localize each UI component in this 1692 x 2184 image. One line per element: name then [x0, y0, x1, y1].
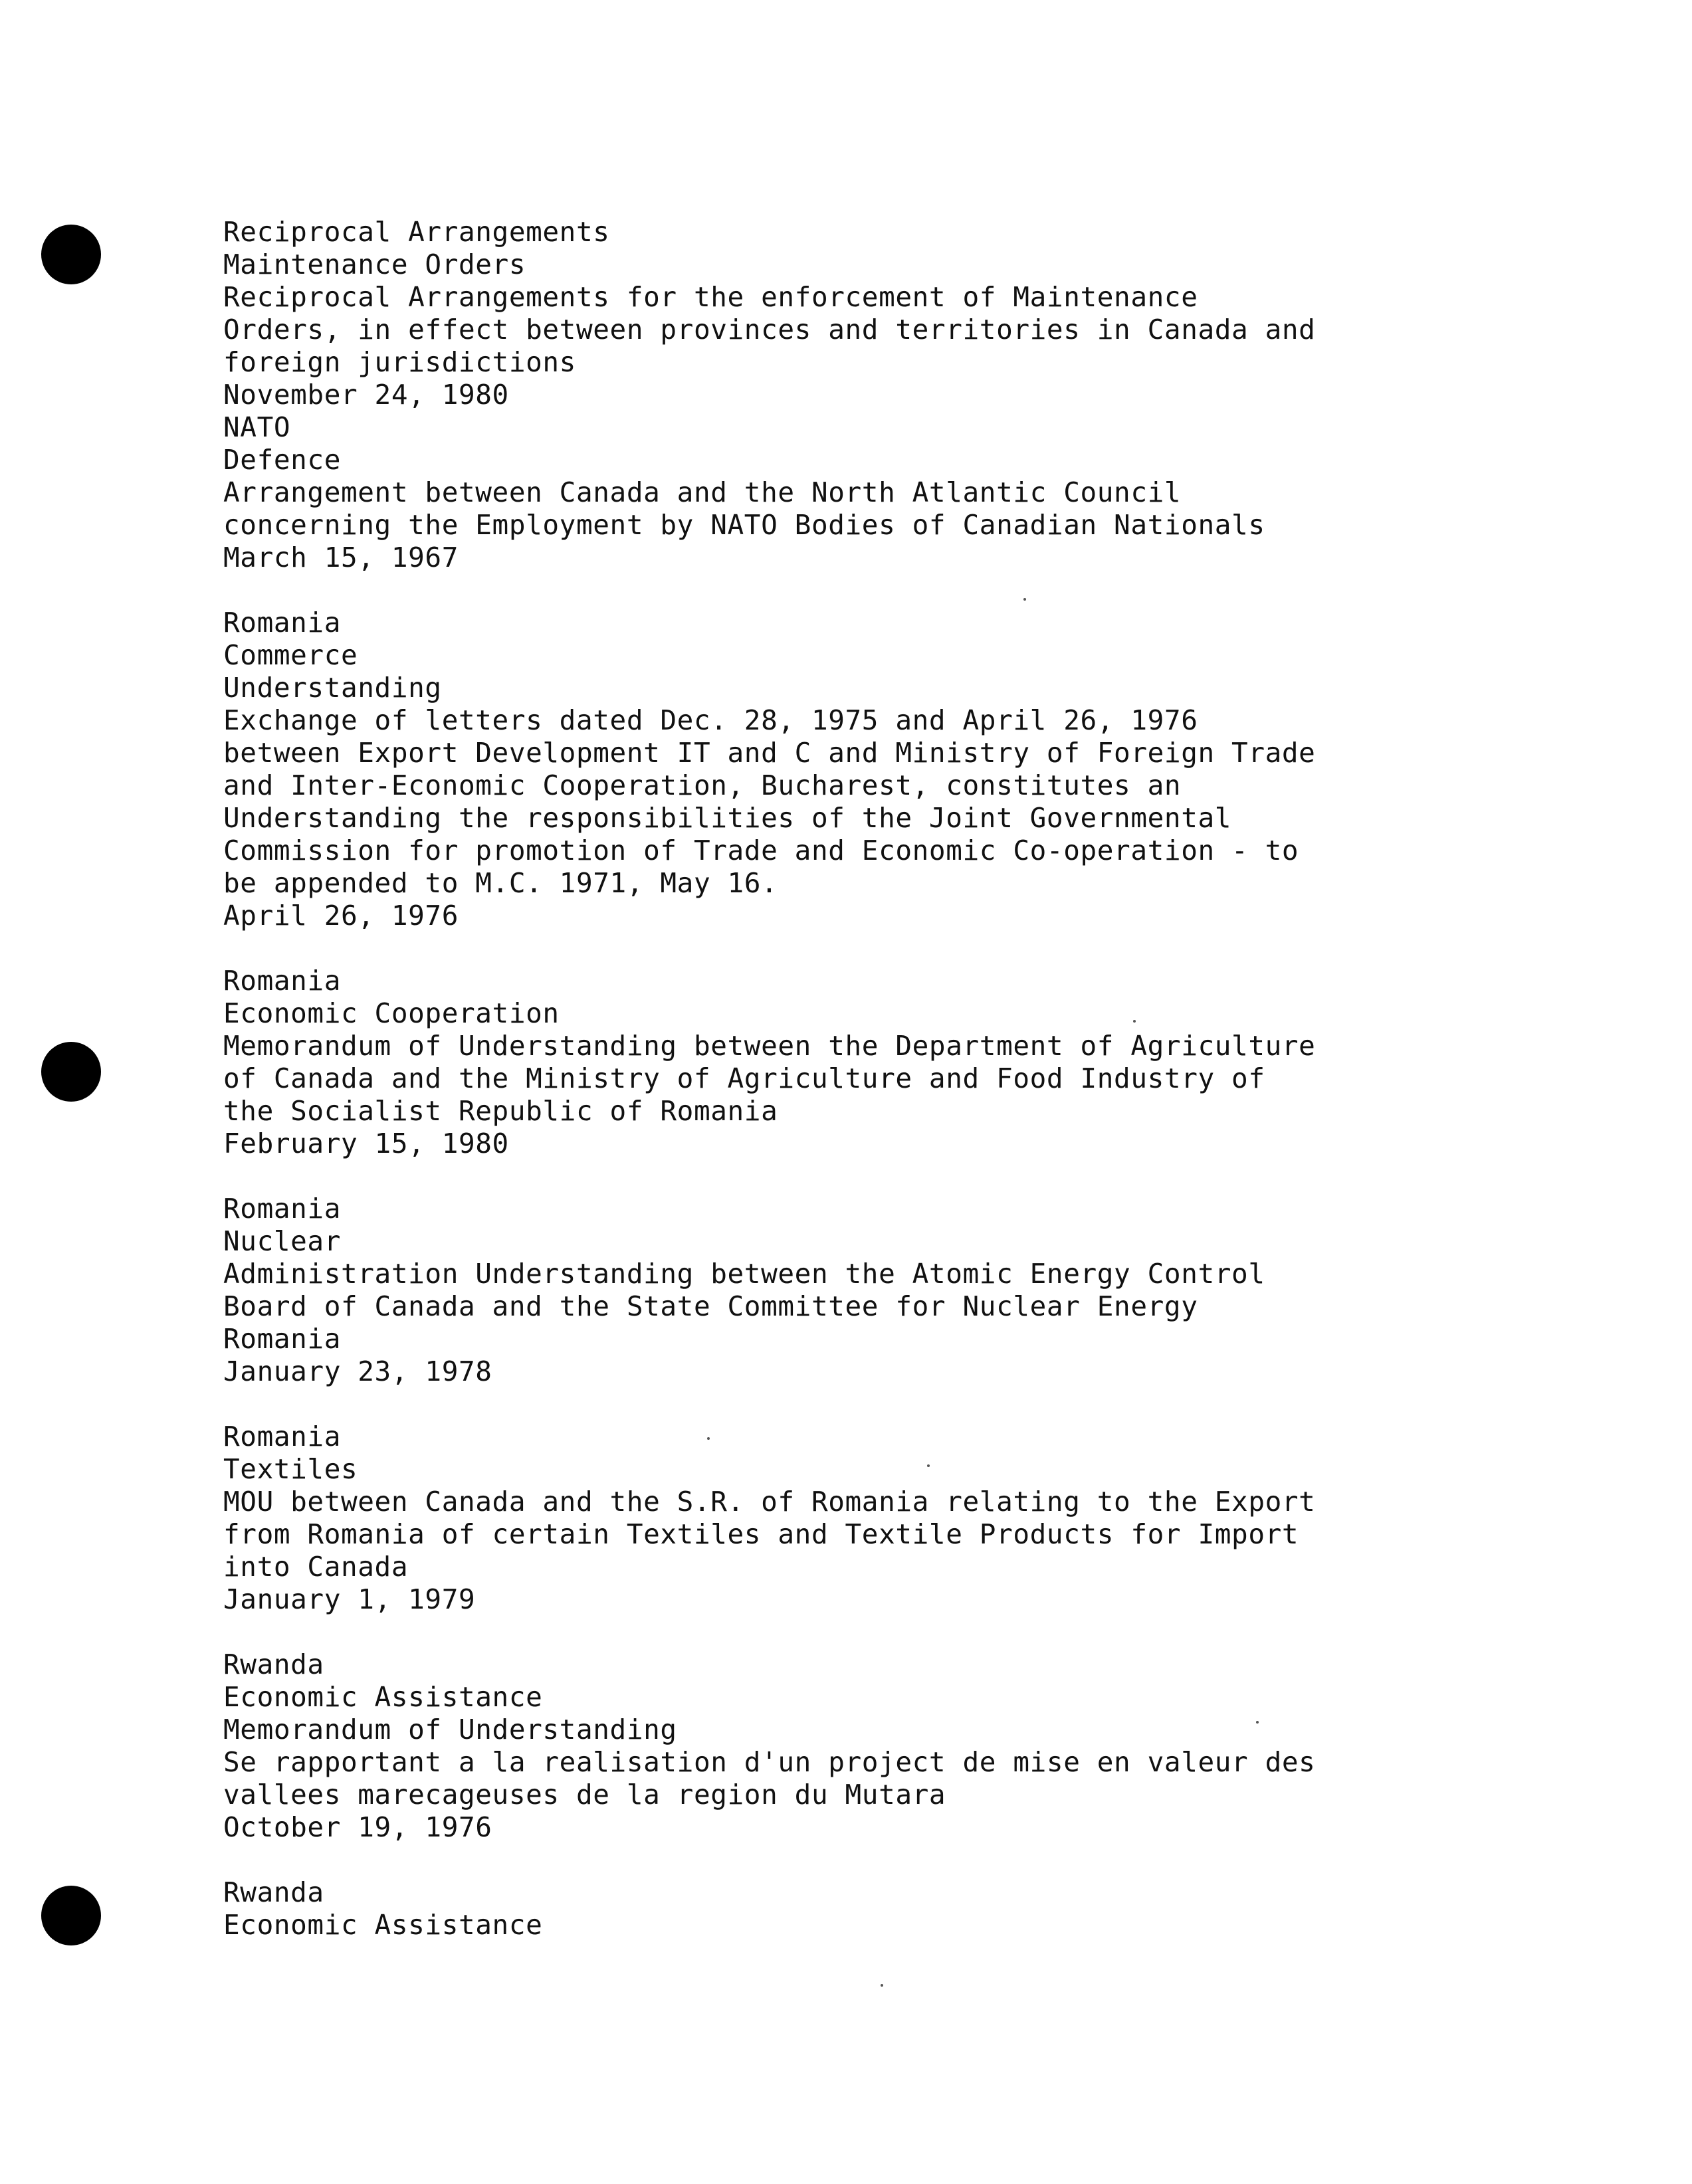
scan-speck — [707, 1437, 710, 1440]
entry-separator — [223, 1388, 1552, 1421]
scan-speck — [1023, 598, 1026, 601]
entry-line: Commerce — [223, 639, 358, 671]
entry-separator — [223, 1160, 1552, 1193]
entry-separator — [223, 932, 1552, 965]
entry-line: Economic Assistance — [223, 1681, 543, 1713]
punch-hole-top — [41, 225, 101, 284]
agreement-entry — [223, 607, 1552, 932]
entry-line: NATO — [223, 411, 291, 443]
entry-date: March 15, 1967 — [223, 542, 459, 573]
agreement-entry — [223, 216, 1552, 411]
entry-separator — [223, 1616, 1552, 1648]
entry-date: February 15, 1980 — [223, 1128, 509, 1159]
entry-line: Board of Canada and the State Committee for Nuclear Energy — [223, 1290, 1198, 1322]
scan-speck — [881, 1984, 883, 1987]
entry-line: be appended to M.C. 1971, May 16. — [223, 867, 778, 899]
document-body — [223, 216, 1552, 1941]
entry-separator — [223, 1844, 1552, 1876]
entry-line: into Canada — [223, 1551, 409, 1583]
entry-line: Economic Cooperation — [223, 997, 560, 1029]
entry-line: and Inter-Economic Cooperation, Bucharest, constitutes an — [223, 769, 1182, 801]
entry-line: Rwanda — [223, 1648, 324, 1680]
entry-line: Arrangement between Canada and the North Atlantic Council — [223, 476, 1182, 508]
entry-line: Commission for promotion of Trade and Economic Co-operation - to — [223, 835, 1299, 866]
entry-line: Nuclear — [223, 1225, 341, 1257]
entry-line: Understanding the responsibilities of the Joint Governmental — [223, 802, 1232, 834]
entry-line: the Socialist Republic of Romania — [223, 1095, 778, 1127]
scan-speck — [1133, 1020, 1136, 1023]
entry-line: from Romania of certain Textiles and Textile Products for Import — [223, 1518, 1299, 1550]
entry-line: Administration Understanding between the Atomic Energy Control — [223, 1258, 1265, 1290]
entry-line: between Export Development IT and C and Ministry of Foreign Trade — [223, 737, 1316, 769]
entry-line: foreign jurisdictions — [223, 346, 576, 378]
entry-line: Se rapportant a la realisation d'un project de mise en valeur des — [223, 1746, 1316, 1778]
entry-line: Orders, in effect between provinces and territories in Canada and — [223, 314, 1316, 346]
entry-line: Defence — [223, 444, 341, 476]
entry-line: Exchange of letters dated Dec. 28, 1975 and April 26, 1976 — [223, 704, 1198, 736]
entry-line: Reciprocal Arrangements for the enforcement of Maintenance — [223, 281, 1198, 313]
entry-date: January 23, 1978 — [223, 1355, 492, 1387]
entry-line: Romania — [223, 1323, 341, 1355]
entry-line: Memorandum of Understanding — [223, 1714, 677, 1745]
entry-date: November 24, 1980 — [223, 379, 509, 411]
entry-line: Romania — [223, 1421, 341, 1452]
agreement-entry — [223, 411, 1552, 574]
entry-line: MOU between Canada and the S.R. of Romania relating to the Export — [223, 1486, 1316, 1518]
scan-speck — [927, 1464, 930, 1467]
agreement-entry — [223, 1421, 1552, 1616]
entry-line: concerning the Employment by NATO Bodies of Canadian Nationals — [223, 509, 1265, 541]
entry-date: October 19, 1976 — [223, 1811, 492, 1843]
entry-line: Romania — [223, 965, 341, 997]
agreement-entry — [223, 1876, 1552, 1941]
entry-line: of Canada and the Ministry of Agriculture and Food Industry of — [223, 1062, 1265, 1094]
entry-line: Reciprocal Arrangements — [223, 216, 610, 248]
entry-date: January 1, 1979 — [223, 1583, 476, 1615]
entry-line: Romania — [223, 1193, 341, 1225]
entry-line: Rwanda — [223, 1876, 324, 1908]
scan-speck — [1256, 1721, 1259, 1724]
agreement-entry — [223, 965, 1552, 1160]
punch-hole-bottom — [41, 1886, 101, 1945]
entry-line: Economic Assistance — [223, 1909, 543, 1941]
agreement-entry — [223, 1648, 1552, 1844]
entry-line: vallees marecageuses de la region du Mutara — [223, 1779, 946, 1811]
entry-separator — [223, 574, 1552, 607]
entry-line: Romania — [223, 607, 341, 639]
entry-line: Understanding — [223, 672, 442, 704]
entry-date: April 26, 1976 — [223, 900, 459, 932]
agreement-entry — [223, 1193, 1552, 1388]
entry-line: Textiles — [223, 1453, 358, 1485]
punch-hole-middle — [41, 1042, 101, 1102]
entry-line: Maintenance Orders — [223, 248, 526, 280]
entry-line: Memorandum of Understanding between the Department of Agriculture — [223, 1030, 1316, 1062]
